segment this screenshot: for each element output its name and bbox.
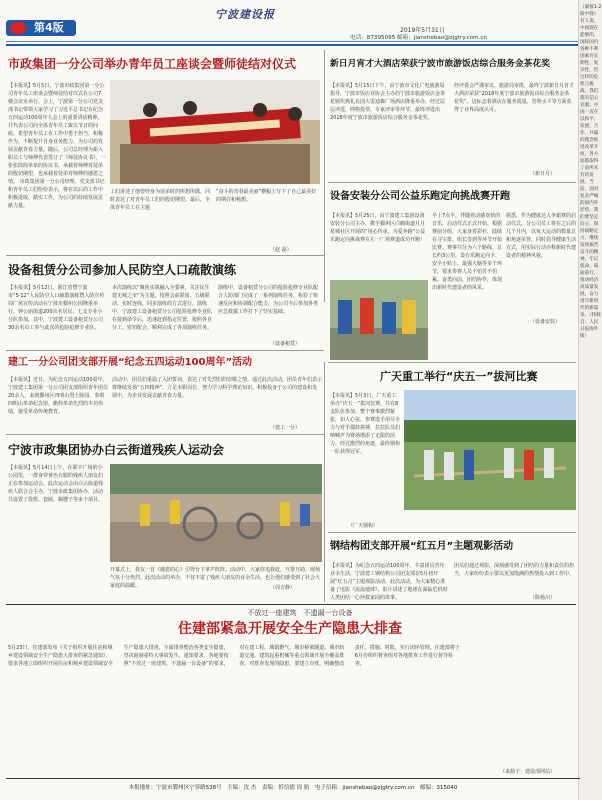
article-4-headline: 设备租赁分公司参加人民防空人口疏散演练 — [8, 263, 237, 277]
group-logo-icon — [10, 22, 26, 34]
article-3-headline: 设备安装分公司公益乐跑定向挑战赛开跑 — [330, 191, 510, 202]
issue-date: 2019年5月31日 — [400, 27, 445, 34]
article-1-col-1: 【本报讯】5月5日，宁波市政集团第一分公司青年员工座谈会暨师徒结对仪式在公司7楼会议室举行。会上，宁波第一分公司党支部书记带领大家学习了习近平总书记在纪念五四运动100周年大会上的重要讲话精神，并代表公司向全体青年员工致以节日的问候，希望青年员工在工作中勇于担当、积极作为、不断提升自身业务能力，为公司的发展贡献青春力量。随后，公司总经理为新入职员工与师傅代表签订了《师徒协议书》，一张张简简单单的协议书，承载着师傅对徒弟的殷切期望，也承载着徒弟对师傅的感恩之情。 市政集团第一分公司经理、党支部书记和青年员工们纷纷表示，将在以后的工作中积极进取，踏实工作，为公司的持续发展贡献力量。 — [8, 83, 106, 209]
article-1-col-3: “奋斗的青春最美丽”横幅上写下了自己最美好的期许和畅想。 — [216, 189, 317, 203]
page-label: 第4版 — [34, 21, 64, 34]
header-rule-thick — [6, 44, 580, 46]
article-2-col-2: 经评委会严谨审议，旅游局审批，最终宁波新日月宵才大酒店荣获“2018年度宁波市旅游饭店综合服务金茶花奖”。这标志着酒店在服务质量、管理水平等方面获得了业界高度认可。 — [454, 83, 575, 113]
article-6-col-1: 【本报讯】5月14日上午，在联丰广场的小公园里，一群身穿黄色衣服的残疾人朋友们正在参加运动会。此次运动会由白云街道残疾人联合会主办，宁波市政集团协办，活动共设置了投篮、套圈、踢毽子等多个项目。 — [8, 465, 104, 503]
section-divider — [6, 434, 324, 435]
article-5-col-2: 活动中，团员们重温了入团誓词，表达了对先烈们的崇敬之情。通过此次活动，团员青年们表示将继续发扬“五四精神”，立足本职岗位，努力学习科学理论知识，积极投身于公司的建设和发展中，为企业发展贡献青春力量。 — [112, 377, 323, 399]
article-8-col-1: 【本报讯】为纪念五四运动100周年，丰富团员青年业余生活，宁波建工钢结构公司团支部在5月初开展“红五月”主题观影活动。此次活动，为大家精心准备了电影《流浪地球》，影片讲述了地球在面临危机时人类团结一心拯救家园的故事。 — [330, 563, 448, 601]
article-1-byline: （赵 磊） — [270, 247, 292, 253]
article-4-col-1: 【本报讯】5月12日，浙江省暨宁波市“5·12”人民防空人口疏散演练暨人防宣传周广场宣传活动在宁波市鄞州公园隆重举行。钟公庙街道200余名居民、七支专业小分队参加，其中，宁波建工设备租赁分公司30余名员工参与此次的抢险抢修专业队， — [8, 285, 105, 331]
article-2-col-1: 【本报讯】5月15日下午，由宁波市文化广电旅游局指导，宁波市饭店业协会主办的宁波市旅游饭店金茶花颁奖典礼在国大雷迪森广场酒店隆重举办，经过层层评选，网格投票，专家评审等环节，最终评选出2018年度宁波市旅游饭店综合服务金茶花奖。 — [330, 83, 446, 121]
side-column-text: （紧接1-2版中缝）有人说，中国现在能够的，国际国内各种不利因素有长期性、复杂性，但这样的危机与挑战，我们都有信心克服。中国一直在以和平、发展、合作、共赢的理念推进改革开放，各方面都取得了前所未有的发展。当前，面对复杂严峻的国内外形势，我们要坚定信心，保持战略定力，继续发扬艰苦奋斗的精神，牢记使命，砥砺前行，推动经济高质量发展，奋力谱写新时代的新篇章。（特载自：人民日报海外版） — [580, 5, 602, 339]
article-5-col-1: 【本报讯】近日，为纪念五四运动100周年，宁波建工集团第一分公司团支部组织青年团员20余人，来到鄞州区四明山烈士陵园，参观四明山革命纪念馆，瞻仰革命先烈的丰功伟绩，接受革命传统教育。 — [8, 377, 109, 415]
masthead: 宁波建设报 — [215, 8, 275, 21]
article-3-col-3: 据悉，作为健康达人争霸赛的启动仪式，分公司员工将在之后的几个月内，以每天运动的数量总和角逐荣誉，同时倡导健康生活方式，用实际行动诠释新时代建设者的精神风貌。 — [506, 213, 577, 259]
section-divider — [6, 604, 576, 605]
article-3-col-2: 早上7点半，伴随着动感欢快的音乐，启动仪式正式开始。根据赛前分组，大家身着彩衫，陆续在寻宝排、组长签到等环节开始比赛。赛事共分为六个路线，总长约3公里，设有乐跑定向卡、安全小贴士、最强大脑等多个环节，要求参赛人员不怕苦不怕累，奋勇向前，团结协作，体现出新时代建设者的风采。 — [432, 213, 503, 291]
article-6-col-2: 开幕式上，我友一首《感恩的心》引得台下掌声阵阵。活动中，大家你追我赶，互帮互助，现场气氛十分热烈。此次活动的举办，不仅丰富了残疾人朋友的业余生活，也让他们感受到了社会大家庭的温暖。 — [110, 567, 321, 589]
article-2-byline: （新日月） — [530, 171, 556, 177]
section-divider — [328, 362, 576, 363]
article-4-byline: （设备租赁） — [270, 341, 301, 347]
article-9-headline: 住建部紧急开展安全生产隐患大排查 — [178, 621, 402, 637]
article-3-byline: （设备安装） — [530, 319, 561, 325]
article-5-byline: （建工一分） — [270, 425, 301, 431]
article-7-byline: （广天钢构） — [348, 523, 379, 529]
column-divider — [324, 362, 325, 602]
article-8-headline: 钢结构团支部开展“红五月”主题观影活动 — [330, 541, 514, 552]
article-9-kicker: 不放过一座建筑 不遗漏一台设备 — [247, 609, 353, 617]
footer — [6, 778, 580, 800]
article-7-headline: 广天重工举行“庆五一”拔河比赛 — [380, 370, 538, 383]
article-8-col-2: 团员们通过观影，深刻感受到了团结的力量和责任的担当，大家纷纷表示要以更加饱满的热情投入到工作中。 — [454, 563, 575, 577]
column-divider — [324, 50, 325, 302]
article-4-col-2: 本次演练以“聚焦实战融入全要素，关注民生建无城之市”为主题，按照会前联席、五级联动、实时连线、同步演练的方式进行。演练中，宁波建工设备租赁分公司抢险抢修专业队在接到命令后，迅速赶到指定位置，按照各自分工，密切配合，顺利完成了各项演练任务。 — [112, 285, 213, 331]
article-8-byline: （陈杨川） — [530, 595, 556, 601]
footer-text: 本报地址：宁波市鄞州区宁穿路538号 主编：沈 杰 责编：忻信德 周 航 电子信箱：jianshebao@zjgtry.com.cn 邮编：315040 — [128, 785, 458, 791]
article-9-byline: （来源于：建设部网站） — [500, 769, 556, 775]
section-divider — [6, 255, 324, 256]
article-4-col-3: 演练中，设备租赁分公司的抢险抢修专业队配合人防部门完成了一系列演练任务，检验了快速反应和协调配合能力，为公司今后参加各类应急救援工作打下了坚实基础。 — [218, 285, 319, 315]
article-7-body: 【本报讯】5月3日，广天重工举办“庆五一”拔河比赛，共有8支队伍参加。整个赛事激烈紧张，扣人心弦，参赛选手用尽全力与对手僵持拼搏，拉拉队员们呐喊声为赛场增添了无限的活力。经过激烈的角逐，最终钢构一队获得冠军。 — [330, 393, 401, 455]
section-divider — [328, 532, 576, 533]
article-1-headline: 市政集团一分公司举办青年员工座谈会暨师徒结对仪式 — [8, 57, 297, 71]
article-9-body: 5月23日，住建部发布《关于组织开展住房和城乡建设领域安全生产隐患大排查的紧急通知》，要求各地立即组织开展住房和城乡建设领域安全生产隐患大排查，全面排查整治各类安全隐患，坚决遏制重特大事故发生。通知要求，各地要按照“不放过一座建筑、不遗漏一台设备”的要求，对在建工程、城镇燃气、城市桥梁隧道、城市轨道交通、建筑起重机械等重点领域开展全覆盖排查。对排查发现的隐患，要建立台账，明确整改责任、措施、时限，实行闭环管理。住建部将于6月份组织督查组对各地排查工作进行督导检查。 — [8, 645, 460, 667]
section-divider — [6, 350, 324, 351]
header-contact: 电话：87395095 邮箱：jianshebao@zjgtry.com.cn — [350, 35, 487, 41]
article-5-headline: 建工一分公司团支部开展“纪念五四运动100周年”活动 — [8, 357, 253, 368]
article-6-headline: 宁波市政集团协办白云街道残疾人运动会 — [8, 443, 225, 457]
article-7-photo — [404, 390, 576, 510]
article-6-byline: （周吉静） — [270, 585, 296, 591]
side-column — [578, 0, 602, 800]
article-6-photo — [110, 464, 322, 562]
article-3-photo — [330, 280, 428, 360]
article-1-col-2: 工们讲述了他曾经身为徒弟时的所想所做，同时表达了对青年员工们的殷切期望。最后，全体青年员工在主题 — [110, 189, 211, 211]
header-rule — [6, 41, 580, 42]
article-3-col-1: 【本报讯】5月25日，由宁波建工集团设备安装分公司主办，携手鄞州区白鹤街道月月星城社区开展的“用心传承，为爱奔跑”公益乐跑定向挑战赛在左一广场赛道成功开跑！ — [330, 213, 426, 243]
article-1-photo — [110, 80, 320, 184]
article-2-headline: 新日月宵才大酒店荣获宁波市旅游饭店综合服务金茶花奖 — [330, 59, 550, 69]
section-divider — [328, 182, 576, 183]
